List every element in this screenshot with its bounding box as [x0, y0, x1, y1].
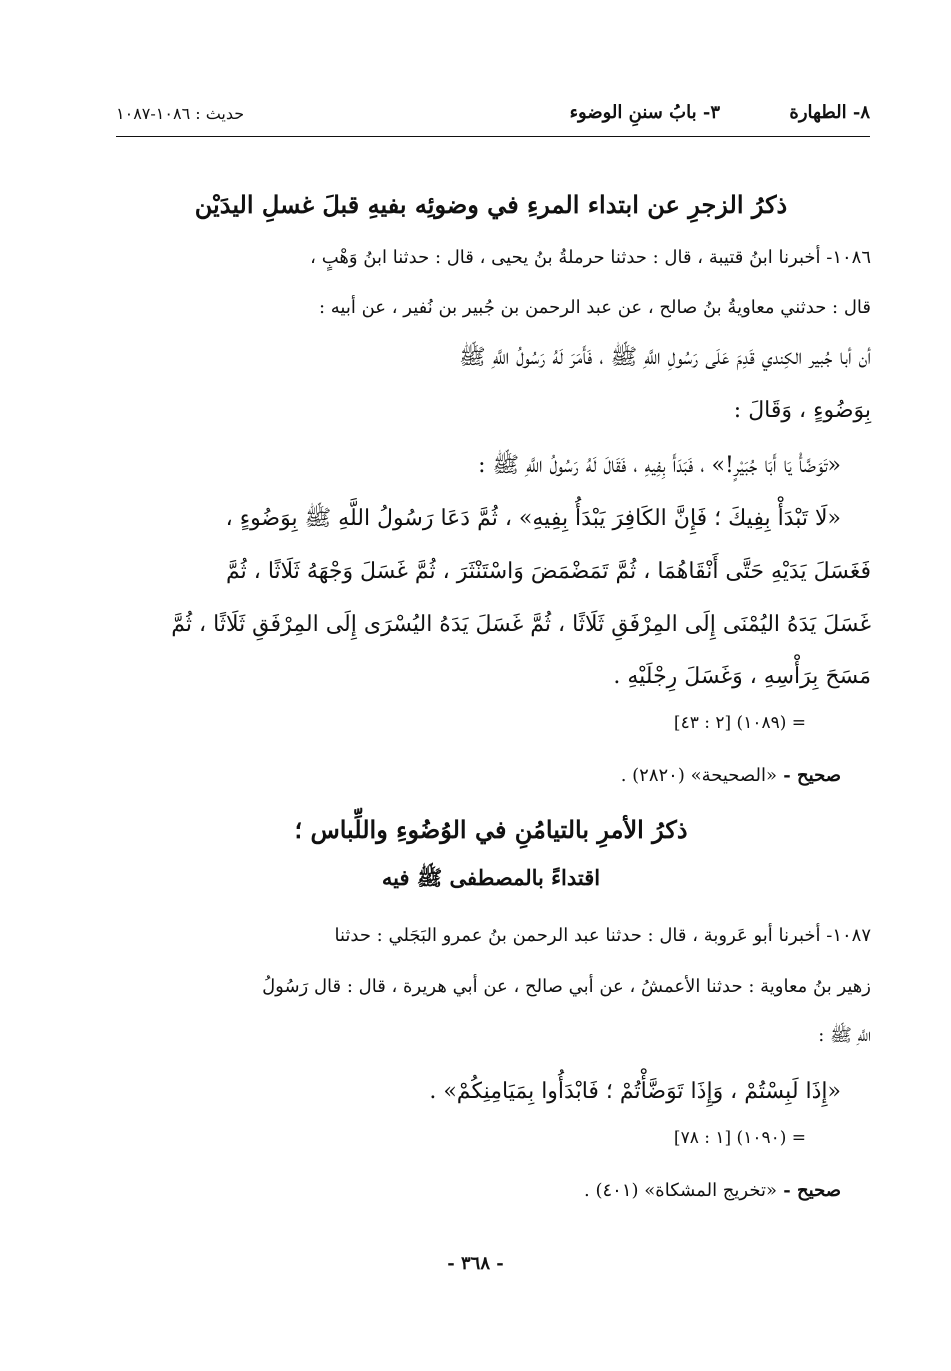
chapter-title: ٨- الطهارة: [789, 102, 870, 123]
entry-1086-matn-line: مَسَحَ بِرَأْسِهِ ، وَغَسَلَ رِجْلَيْهِ .: [613, 664, 871, 689]
page-number: - ٣٦٨ -: [447, 1253, 504, 1274]
grade-source: «الصحيحة» (٢٨٢٠) .: [620, 765, 778, 786]
entry-1086-matn-line: غَسَلَ يَدَهُ اليُمْنَى إِلَى المِرْفَقِ ثَلَاثًا ، ثُمَّ غَسَلَ يَدَهُ اليُسْرَى إِلَى المِرْفَقِ ثَلَاثًا ، ثُمَّ: [171, 612, 871, 637]
running-header: [116, 100, 870, 137]
entry-1086-matn-line: فَغَسَلَ يَدَيْهِ حَتَّى أَنْقَاهُمَا ، ثُمَّ تَمَضْمَضَ وَاسْتَنْثَرَ ، ثُمَّ غَسَلَ وَجْهَهُ ثَلَاثًا ، ثُمَّ: [225, 559, 871, 584]
entry-1087-matn-line: «إِذَا لَبِسْتُمْ ، وَإِذَا تَوَضَّأْتُمْ ؛ فَابْدَأُوا بِمَيَامِنِكُمْ» .: [429, 1079, 841, 1104]
entry-1086-matn-line: «تَوَضَّأْ يَا أَبَا جُبَيْرٍ!» ، فَبَدَأَ بِفِيهِ ، فَقَالَ لَهُ رَسُولُ اللَّهِ ﷺ :: [478, 453, 841, 478]
entry-1086-heading: ذكرُ الزجرِ عن ابتداء المرءِ في وضوئِه بفيهِ قبلَ غسلِ اليدَيْن: [194, 190, 788, 219]
entry-1086-isnad-line: ١٠٨٦- أخبرنا ابنُ قتيبة ، قال : حدثنا حرملةُ بنُ يحيى ، قال : حدثنا ابنُ وَهْبٍ ،: [310, 247, 871, 268]
entry-1087-isnad-line: ١٠٨٧- أخبرنا أبو عَروبة ، قال : حدثنا عبد الرحمن بنُ عمرو البَجَلي : حدثنا: [334, 925, 871, 946]
hadith-range: حديث : ١٠٨٦-١٠٨٧: [116, 104, 245, 123]
entry-1086-grade: [111, 765, 841, 786]
grade-source: «تخريج المشكاة» (٤٠١) .: [584, 1180, 778, 1201]
entry-1086-isnad-line: قال : حدثني معاويةُ بنُ صالح ، عن عبد الرحمن بن جُبير بن نُفير ، عن أبيه :: [318, 297, 871, 318]
entry-1087-heading: ذكرُ الأمرِ بالتيامُنِ في الوُضُوءِ واللِّباس ؛: [294, 815, 688, 844]
grade-label: صحيح -: [783, 1180, 841, 1201]
entry-1086-cross-reference: = (١٠٨٩) [٢ : ٤٣]: [673, 713, 806, 733]
entry-1087-isnad-line: زهير بنُ معاوية : حدثنا الأعمشُ ، عن أبي صالح ، عن أبي هريرة ، قال : قال رَسُولُ: [262, 976, 871, 997]
grade-label: صحيح -: [783, 765, 841, 786]
entry-1086-matn-line: أن أبا جُبير الكِندي قَدِمَ عَلَى رَسُولِ اللَّهِ ﷺ ، فَأَمَرَ لَهُ رَسُولُ اللَّهِ ﷺ: [459, 345, 871, 370]
entry-1086-matn-line: بِوَضُوءٍ ، وَقَالَ :: [733, 398, 871, 423]
section-title: ٣- بابُ سننِ الوضوء: [569, 102, 720, 123]
entry-1087-grade: [111, 1180, 841, 1201]
entry-1086-matn-line: «لَا تَبْدَأْ بِفِيكَ ؛ فَإِنَّ الكَافِرَ يَبْدَأُ بِفِيهِ» ، ثُمَّ دَعَا رَسُولُ اللَّهِ ﷺ بِوَضُوءٍ ،: [225, 506, 841, 531]
entry-1087-cross-reference: = (١٠٩٠) [١ : ٧٨]: [673, 1128, 806, 1148]
entry-1087-isnad-line: اللَّهِ ﷺ :: [818, 1025, 871, 1046]
entry-1087-subheading: اقتداءً بالمصطفى ﷺ فيه: [381, 865, 601, 890]
